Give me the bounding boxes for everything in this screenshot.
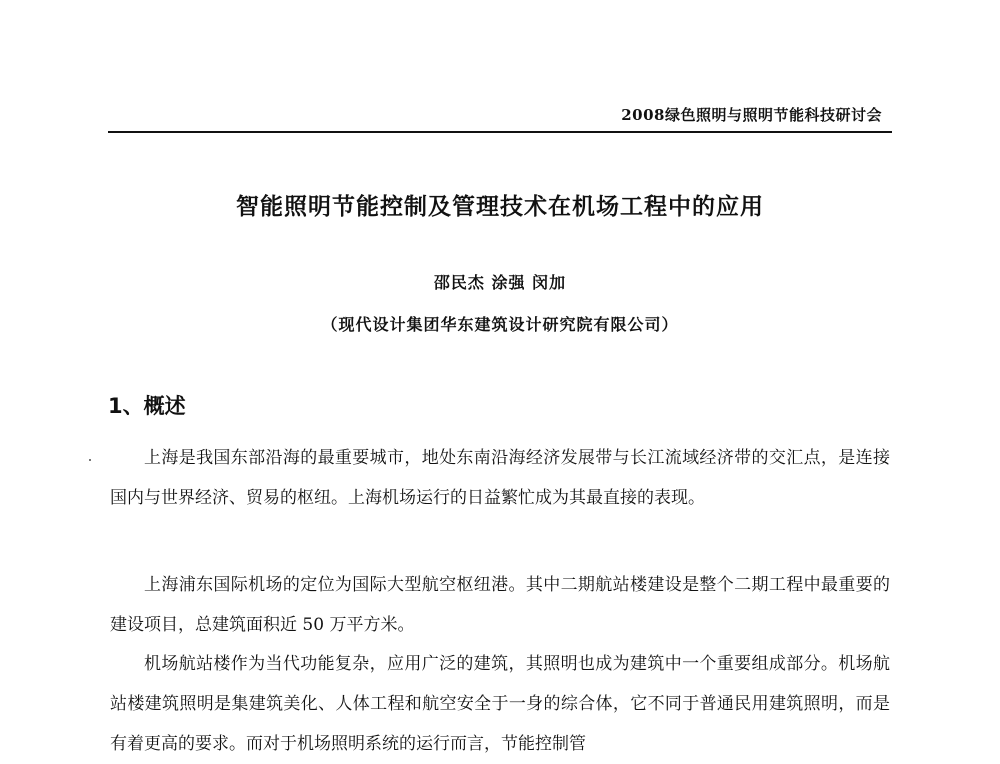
section-heading: 1、概述	[108, 394, 186, 418]
body-paragraph: 上海是我国东部沿海的最重要城市，地处东南沿海经济发展带与长江流域经济带的交汇点，是连接国内与世界经济、贸易的枢纽。上海机场运行的日益繁忙成为其最直接的表现。	[110, 448, 890, 508]
paper-title: 智能照明节能控制及管理技术在机场工程中的应用	[236, 194, 764, 220]
scan-speck	[89, 459, 91, 461]
body-paragraph: 机场航站楼作为当代功能复杂，应用广泛的建筑，其照明也成为建筑中一个重要组成部分。机场航站楼建筑照明是集建筑美化、人体工程和航空安全于一身的综合体，它不同于普通民用建筑照明，而是有着更高的要求。而对于机场照明系统的运行而言，节能控制管	[110, 654, 890, 754]
header-rule	[108, 131, 892, 133]
affiliation-line: （现代设计集团华东建筑设计研究院有限公司）	[321, 315, 679, 334]
body-paragraph: 上海浦东国际机场的定位为国际大型航空枢纽港。其中二期航站楼建设是整个二期工程中最重要的建设项目，总建筑面积近 50 万平方米。	[110, 575, 890, 635]
running-header: 2008绿色照明与照明节能科技研讨会	[621, 106, 882, 124]
author-line: 邵民杰 涂强 闵加	[433, 273, 567, 292]
